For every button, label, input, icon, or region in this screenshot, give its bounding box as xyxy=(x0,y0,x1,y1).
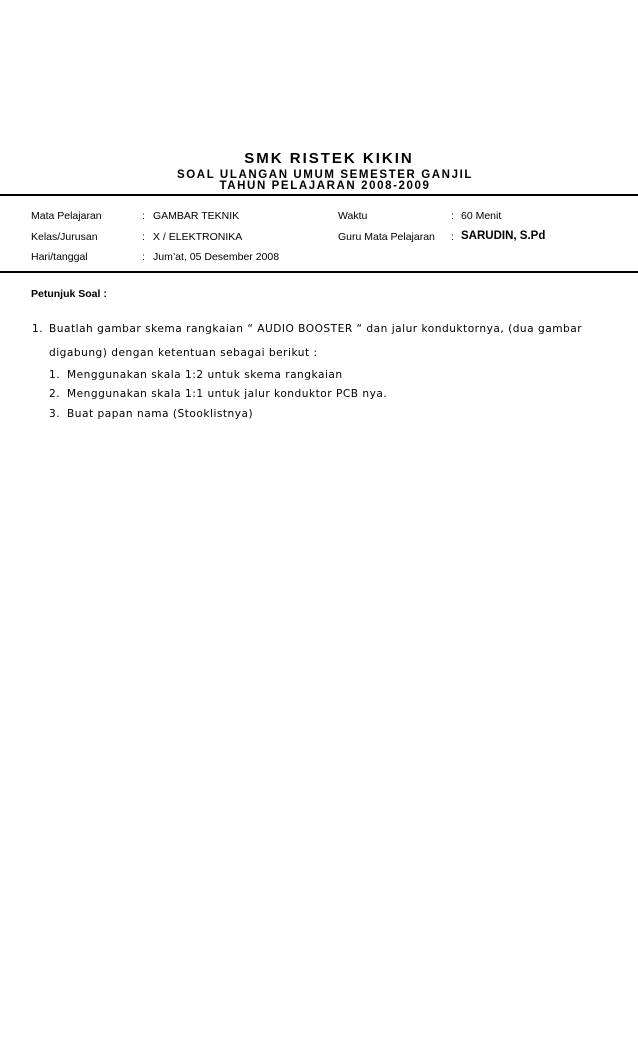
question-line-2: digabung) dengan ketentuan sebagai berikut : xyxy=(49,347,318,359)
list-item-number: 2. xyxy=(49,388,61,400)
school-name: SMK RISTEK KIKIN xyxy=(244,150,414,167)
teacher-separator: : xyxy=(451,231,454,243)
header-divider-bottom xyxy=(0,271,638,273)
time-separator: : xyxy=(451,210,454,222)
date-value: Jum’at, 05 Desember 2008 xyxy=(153,251,280,263)
subject-separator: : xyxy=(142,210,145,222)
class-value: X / ELEKTRONIKA xyxy=(153,231,243,243)
list-item-number: 1. xyxy=(49,369,61,381)
class-label: Kelas/Jurusan xyxy=(31,231,98,243)
list-item-text: Menggunakan skala 1:1 untuk jalur konduktor PCB nya. xyxy=(67,388,388,400)
question-line-1: Buatlah gambar skema rangkaian “ AUDIO BOOSTER “ dan jalur konduktornya, (dua gambar xyxy=(49,323,583,335)
exam-title: SOAL ULANGAN UMUM SEMESTER GANJIL xyxy=(176,169,473,181)
list-item-number: 3. xyxy=(49,408,61,420)
date-label: Hari/tanggal xyxy=(31,251,88,263)
teacher-value: SARUDIN, S.Pd xyxy=(461,230,546,242)
class-separator: : xyxy=(142,231,145,243)
list-item-text: Menggunakan skala 1:2 untuk skema rangkaian xyxy=(67,369,343,381)
time-value: 60 Menit xyxy=(461,210,502,222)
list-item-text: Buat papan nama (Stooklistnya) xyxy=(67,408,254,420)
subject-label: Mata Pelajaran xyxy=(31,210,102,222)
question-number: 1. xyxy=(32,323,44,335)
date-separator: : xyxy=(142,251,145,263)
time-label: Waktu xyxy=(338,210,368,222)
subject-value: GAMBAR TEKNIK xyxy=(153,210,240,222)
header-divider-top xyxy=(0,194,638,196)
instructions-title: Petunjuk Soal : xyxy=(31,288,107,300)
teacher-label: Guru Mata Pelajaran xyxy=(338,231,435,243)
academic-year: TAHUN PELAJARAN 2008-2009 xyxy=(219,180,431,192)
